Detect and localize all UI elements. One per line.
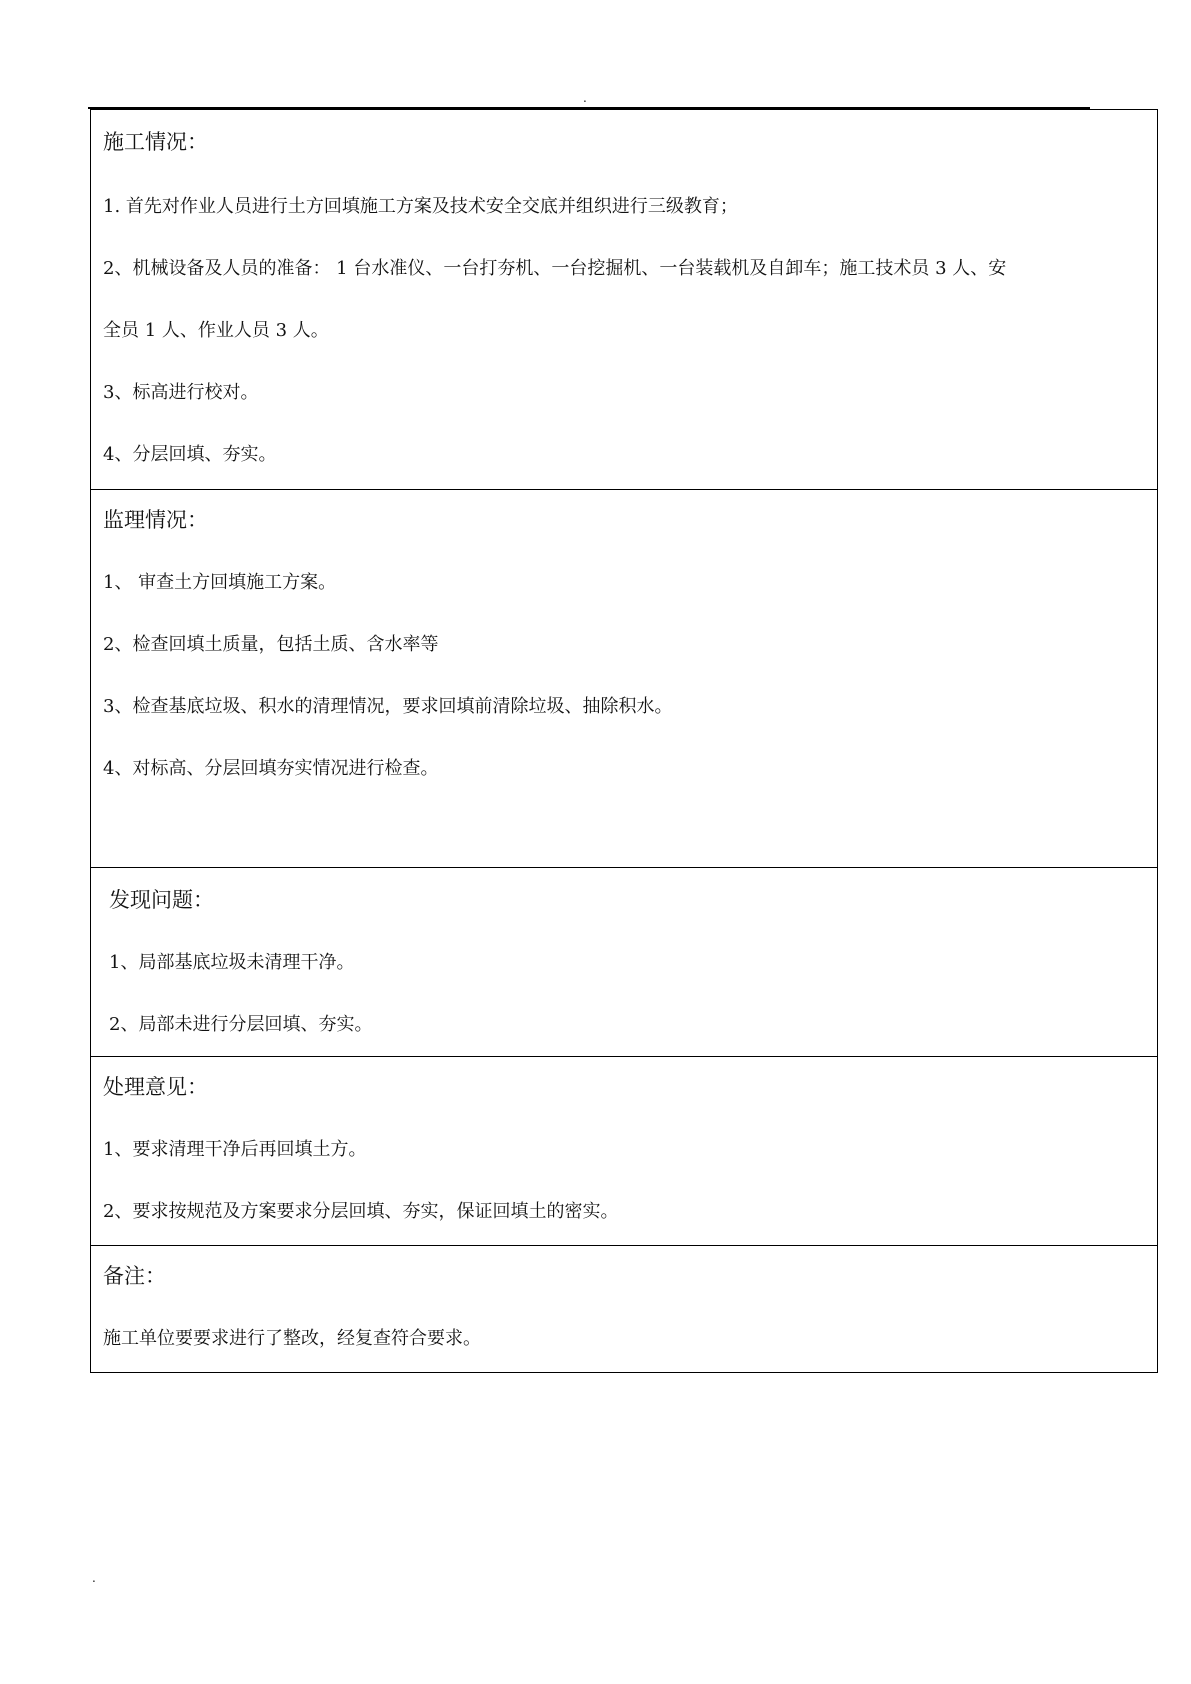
list-item: 施工单位要要求进行了整改，经复查符合要求。	[103, 1328, 481, 1349]
list-item: 2、局部未进行分层回填、夯实。	[109, 1014, 373, 1035]
section-title: 处理意见：	[103, 1075, 208, 1099]
list-item: 1、局部基底垃圾未清理干净。	[109, 952, 355, 973]
list-item: 2、检查回填土质量，包括土质、含水率等	[103, 634, 439, 655]
page-top-mark: .	[583, 91, 587, 105]
list-item: 2、机械设备及人员的准备： 1 台水准仪、一台打夯机、一台挖掘机、一台装载机及自卸车；施工技术员 3 人、安	[103, 258, 1007, 279]
list-item: 1、要求清理干净后再回填土方。	[103, 1139, 367, 1160]
supervision-log-table	[90, 109, 1158, 1373]
list-item: 4、分层回填、夯实。	[103, 444, 277, 465]
section-title: 备注：	[103, 1264, 166, 1288]
section-handling	[91, 1057, 1157, 1246]
section-problems	[91, 868, 1157, 1057]
section-title: 发现问题：	[109, 888, 214, 912]
list-item: 3、检查基底垃圾、积水的清理情况，要求回填前清除垃圾、抽除积水。	[103, 696, 673, 717]
list-item: 全员 1 人、作业人员 3 人。	[103, 320, 329, 341]
list-item: 3、标高进行校对。	[103, 382, 259, 403]
list-item: 1、 审查土方回填施工方案。	[103, 572, 337, 593]
section-supervision	[91, 490, 1157, 868]
section-remarks	[91, 1246, 1157, 1372]
page-bottom-mark: .	[92, 1571, 96, 1585]
list-item: 4、对标高、分层回填夯实情况进行检查。	[103, 758, 439, 779]
section-title: 监理情况：	[103, 508, 208, 532]
list-item: 2、要求按规范及方案要求分层回填、夯实，保证回填土的密实。	[103, 1201, 619, 1222]
section-construction	[91, 110, 1157, 490]
list-item: 1. 首先对作业人员进行土方回填施工方案及技术安全交底并组织进行三级教育；	[103, 196, 738, 217]
section-title: 施工情况：	[103, 130, 208, 154]
